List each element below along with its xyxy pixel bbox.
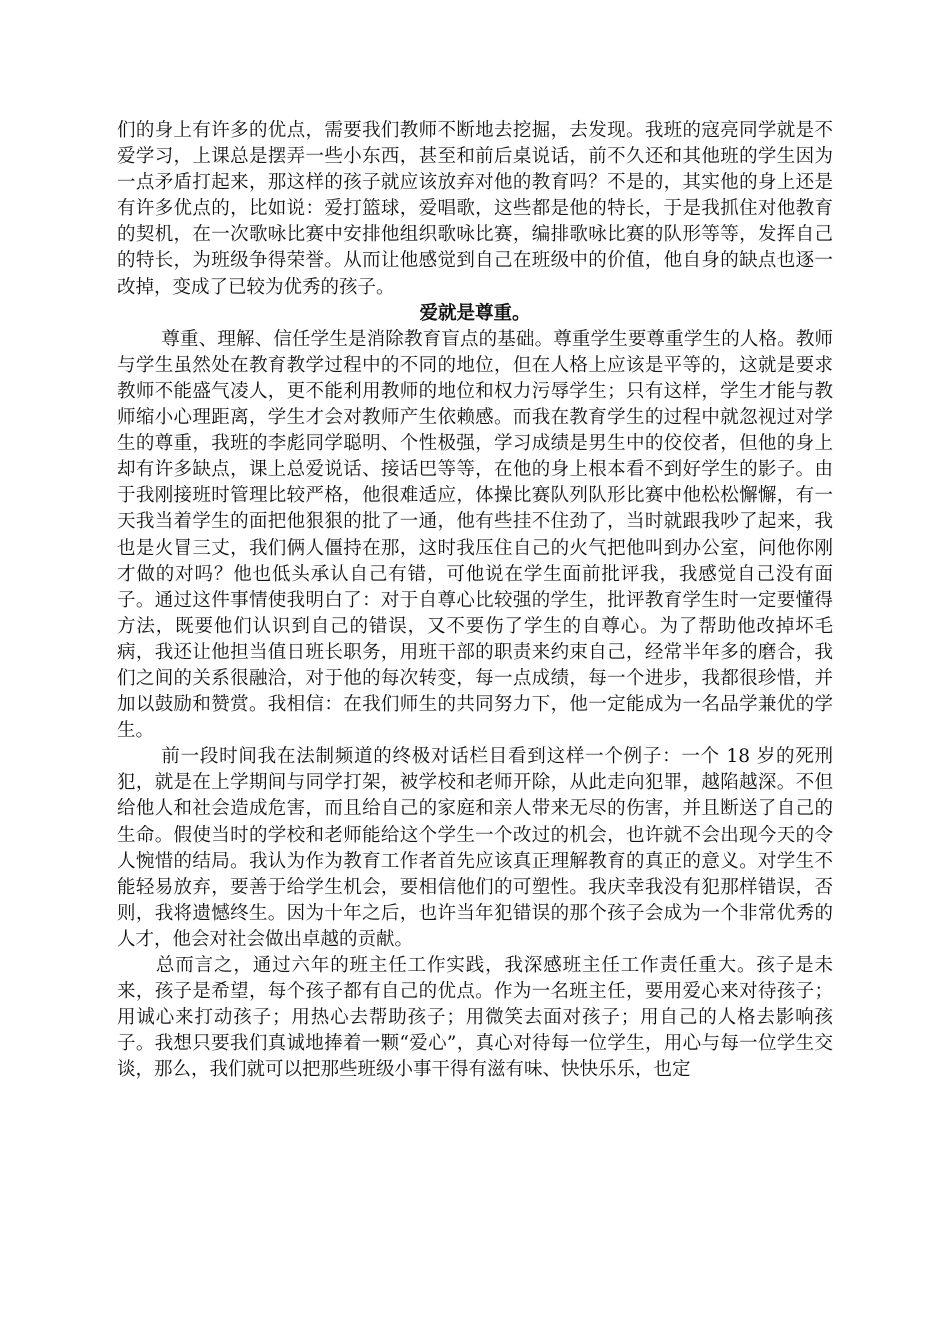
document-page [117, 118, 833, 1083]
paragraph-3: 前一段时间我在法制频道的终极对话栏目看到这样一个例子：一个 18 岁的死刑犯，就是在上学期间与同学打架，被学校和老师开除，从此走向犯罪，越陷越深。不但给他人和社会造成危害，而且给自己的家庭和亲人带来无尽的伤害，并且断送了自己的生命。假使当时的学校和老师能给这个学生一个改过的机会，也许就不会出现今天的令人惋惜的结局。我认为作为教育工作者首先应该真正理解教育的真正的意义。对学生不能轻易放弃，要善于给学生机会，要相信他们的可塑性。我庆幸我没有犯那样错误，否则，我将遗憾终生。因为十年之后，也许当年犯错误的那个孩子会成为一个非常优秀的人才，他会对社会做出卓越的贡献。 [117, 746, 833, 950]
paragraph-2: 尊重、理解、信任学生是消除教育盲点的基础。尊重学生要尊重学生的人格。教师与学生虽然处在教育教学过程中的不同的地位，但在人格上应该是平等的，这就是要求教师不能盛气凌人，更不能利用教师的地位和权力污辱学生；只有这样，学生才能与教师缩小心理距离，学生才会对教师产生依赖感。而我在教育学生的过程中就忽视过对学生的尊重，我班的李彪同学聪明、个性极强，学习成绩是男生中的佼佼者，但他的身上却有许多缺点，课上总爱说话、接话巴等等，在他的身上根本看不到好学生的影子。由于我刚接班时管理比较严格，他很难适应，体操比赛队列队形比赛中他松松懈懈，有一天我当着学生的面把他狠狠的批了一通，他有些挂不住劲了，当时就跟我吵了起来，我也是火冒三丈，我们俩人僵持在那，这时我压住自己的火气把他叫到办公室，问他你刚才做的对吗？他也低头承认自己有错，可他说在学生面前批评我，我感觉自己没有面子。通过这件事情使我明白了：对于自尊心比较强的学生，批评教育学生时一定要懂得方法，既要他们认识到自己的错误，又不要伤了学生的自尊心。为了帮助他改掉坏毛病，我还让他担当值日班长职务，用班干部的职责来约束自己，经常半年多的磨合，我们之间的关系很融洽，对于他的每次转变，每一点成绩，每一个进步，我都很珍惜，并加以鼓励和赞赏。我相信：在我们师生的共同努力下，他一定能成为一名品学兼优的学生。 [117, 328, 833, 742]
section-heading: 爱就是尊重。 [419, 302, 531, 324]
paragraph-1: 们的身上有许多的优点，需要我们教师不断地去挖掘，去发现。我班的寇亮同学就是不爱学习，上课总是摆弄一些小东西，甚至和前后桌说话，前不久还和其他班的学生因为一点矛盾打起来，那这样的孩子就应该放弃对他的教育吗？不是的，其实他的身上还是有许多优点的，比如说：爱打篮球，爱唱歌，这些都是他的特长，于是我抓住对他教育的契机，在一次歌咏比赛中安排他组织歌咏比赛，编排歌咏比赛的队形等等，发挥自己的特长，为班级争得荣誉。从而让他感觉到自己在班级中的价值，他自身的缺点也逐一改掉，变成了已较为优秀的孩子。 [117, 120, 833, 298]
paragraph-4: 总而言之，通过六年的班主任工作实践，我深感班主任工作责任重大。孩子是未来，孩子是希望，每个孩子都有自己的优点。作为一名班主任，要用爱心来对待孩子；用诚心来打动孩子；用热心去帮助孩子；用微笑去面对孩子；用自己的人格去影响孩子。我想只要我们真诚地捧着一颗“爱心”，真心对待每一位学生，用心与每一位学生交谈，那么，我们就可以把那些班级小事干得有滋有味、快快乐乐，也定 [117, 955, 833, 1081]
